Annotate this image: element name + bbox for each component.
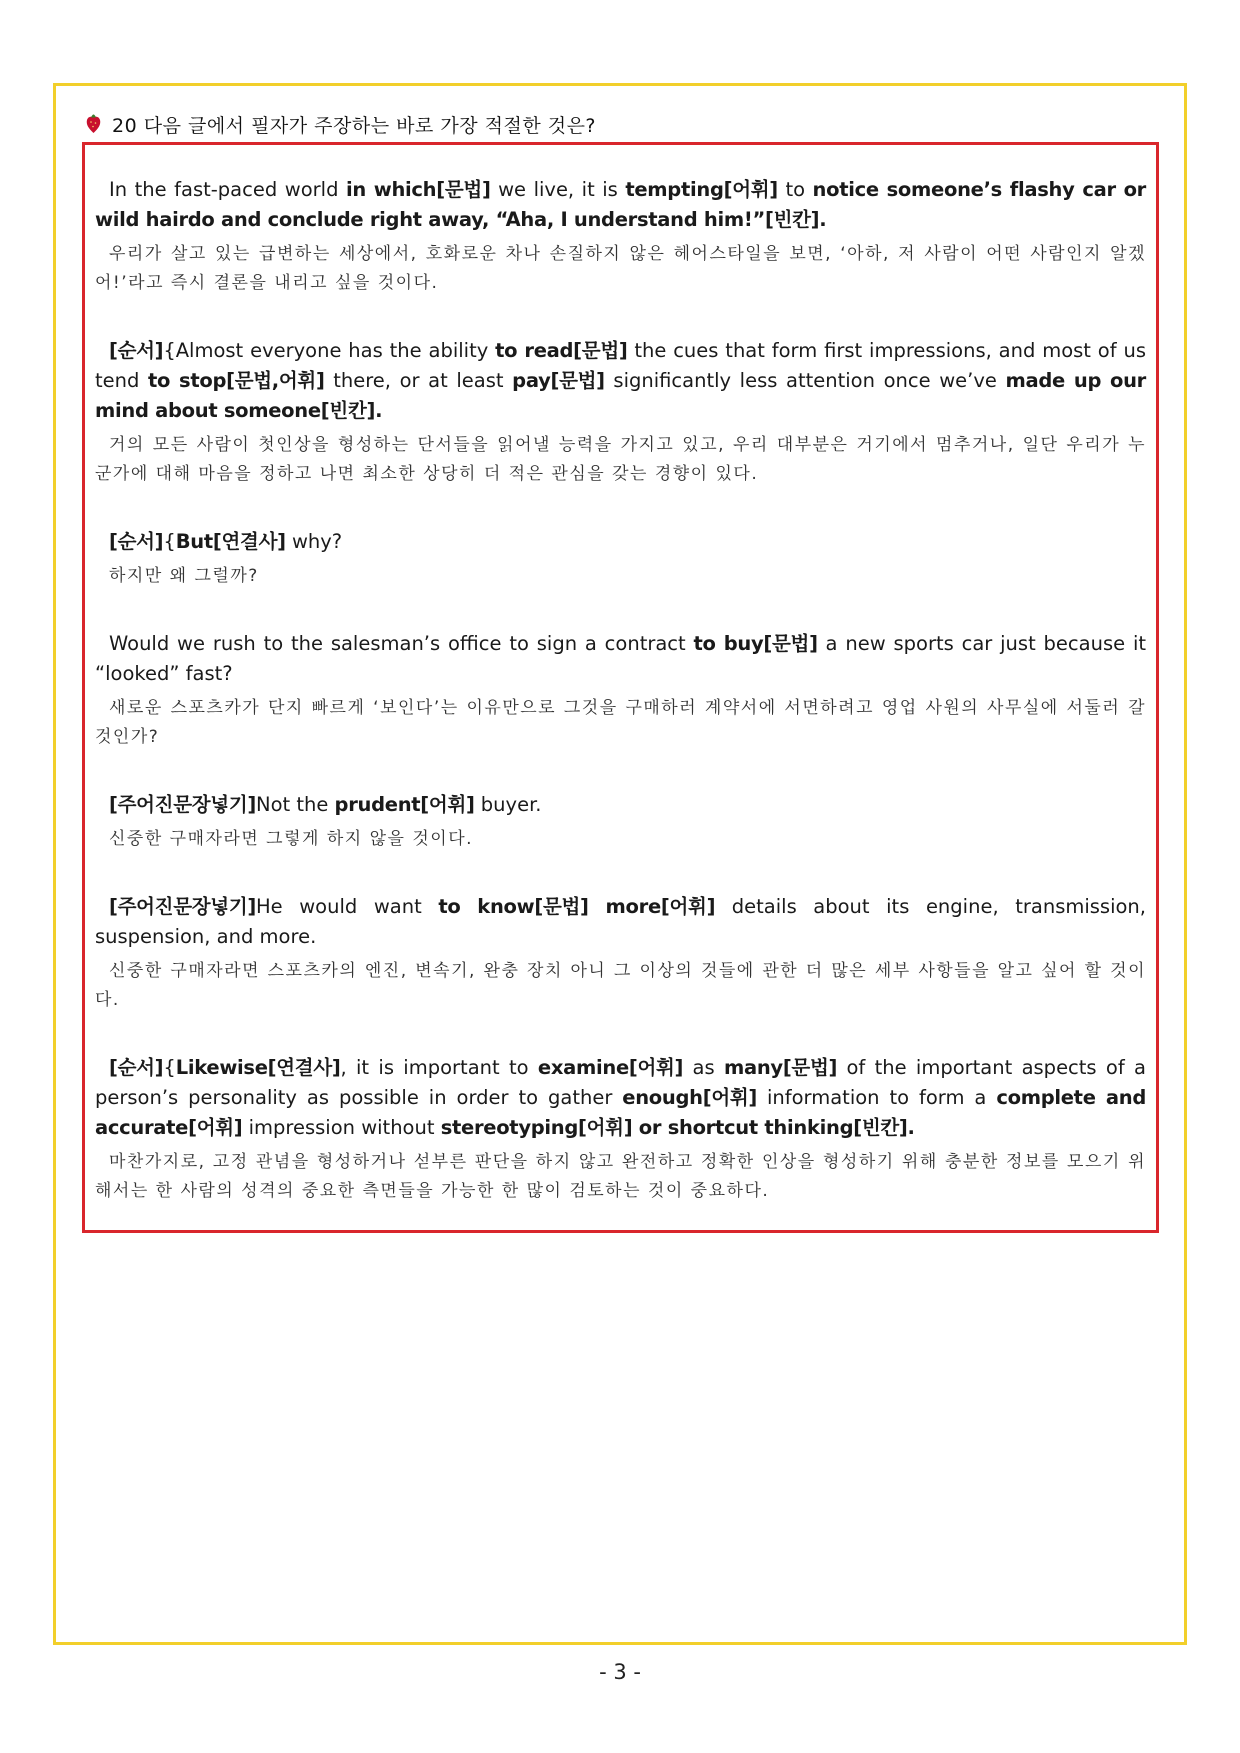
korean-translation: 우리가 살고 있는 급변하는 세상에서, 호화로운 차나 손질하지 않은 헤어스타일을 보면, ‘아하, 저 사람이 어떤 사람인지 알겠어!’라고 즉시 결론을 내리고 싶을 것이다. bbox=[95, 244, 1146, 293]
sentence-text: the cues that form first impressions, and most of us tend bbox=[95, 339, 1146, 392]
sentence-text: there, or at least bbox=[324, 369, 513, 392]
passage-block bbox=[95, 790, 1146, 854]
highlighted-phrase: to stop[문법,어휘] bbox=[148, 369, 325, 392]
sentence-text: details about its engine, transmission, suspension, and more. bbox=[95, 895, 1146, 948]
highlighted-phrase: [주어진문장넣기] bbox=[109, 793, 256, 816]
highlighted-phrase: Likewise[연결사] bbox=[175, 1056, 341, 1079]
question-title: 20 다음 글에서 필자가 주장하는 바로 가장 적절한 것은? bbox=[112, 114, 597, 137]
sentence-text: { bbox=[163, 1056, 176, 1079]
english-sentence bbox=[95, 527, 1146, 557]
highlighted-phrase: tempting[어휘] bbox=[625, 178, 778, 201]
sentence-text: impression without bbox=[242, 1116, 441, 1139]
highlighted-phrase: [순서] bbox=[109, 530, 164, 553]
highlighted-phrase: to buy[문법] bbox=[693, 632, 818, 655]
korean-translation: 거의 모든 사람이 첫인상을 형성하는 단서들을 읽어낼 능력을 가지고 있고, 우리 대부분은 거기에서 멈추거나, 일단 우리가 누군가에 대해 마음을 정하고 나면 최소한 상당히 더 적은 관심을 갖는 경향이 있다. bbox=[95, 435, 1146, 484]
sentence-text: { bbox=[163, 530, 176, 553]
sentence-text: to bbox=[777, 178, 813, 201]
highlighted-phrase: But[연결사] bbox=[175, 530, 286, 553]
korean-translation: 새로운 스포츠카가 단지 빠르게 ‘보인다’는 이유만으로 그것을 구매하러 계약서에 서면하려고 영업 사원의 사무실에 서둘러 갈 것인가? bbox=[95, 698, 1146, 747]
passage-block bbox=[95, 527, 1146, 591]
sentence-text: of the important aspects of a person’s personality as possible in order to gather bbox=[95, 1056, 1146, 1109]
sentence-text: He would want bbox=[255, 895, 439, 918]
passage-block bbox=[95, 336, 1146, 489]
sentence-text: , it is important to bbox=[340, 1056, 538, 1079]
highlighted-phrase: [주어진문장넣기] bbox=[109, 895, 256, 918]
sentence-text: we live, it is bbox=[490, 178, 626, 201]
highlighted-phrase: to know[문법] more[어휘] bbox=[438, 895, 716, 918]
korean-translation: 신중한 구매자라면 스포츠카의 엔진, 변속기, 완충 장치 아니 그 이상의 것들에 관한 더 많은 세부 사항들을 알고 싶어 할 것이다. bbox=[95, 961, 1146, 1010]
highlighted-phrase: complete and accurate[어휘] bbox=[95, 1086, 1146, 1139]
passage-block bbox=[95, 175, 1146, 298]
sentence-text: why? bbox=[285, 530, 343, 553]
korean-translation: 신중한 구매자라면 그렇게 하지 않을 것이다. bbox=[109, 829, 474, 849]
english-sentence bbox=[95, 629, 1146, 689]
question-header bbox=[85, 109, 596, 139]
sentence-text: In the fast-paced world bbox=[109, 178, 346, 201]
highlighted-phrase: stereotyping[어휘] or shortcut thinking[빈칸]. bbox=[440, 1116, 915, 1139]
english-sentence bbox=[95, 336, 1146, 426]
english-sentence bbox=[95, 175, 1146, 235]
highlighted-phrase: examine[어휘] bbox=[537, 1056, 684, 1079]
highlighted-phrase: many[문법] bbox=[723, 1056, 838, 1079]
sentence-text: a new sports car just because it “looked” fast? bbox=[95, 632, 1147, 685]
highlighted-phrase: in which[문법] bbox=[345, 178, 491, 201]
sentence-text: information to form a bbox=[757, 1086, 997, 1109]
passage-block bbox=[95, 629, 1146, 752]
sentence-text: buyer. bbox=[474, 793, 542, 816]
highlighted-phrase: to read[문법] bbox=[495, 339, 628, 362]
passage-block bbox=[95, 892, 1146, 1015]
page-number: - 3 - bbox=[599, 1660, 641, 1684]
highlighted-phrase: [순서] bbox=[109, 1056, 164, 1079]
sentence-text: significantly less attention once we’ve bbox=[604, 369, 1006, 392]
sentence-text: {Almost everyone has the ability bbox=[163, 339, 496, 362]
sentence-text: as bbox=[683, 1056, 724, 1079]
english-sentence bbox=[95, 790, 1146, 820]
english-sentence bbox=[95, 1053, 1146, 1143]
highlighted-phrase: prudent[어휘] bbox=[334, 793, 475, 816]
red-strawberry-bullet-icon bbox=[85, 114, 102, 134]
korean-translation: 하지만 왜 그럴까? bbox=[109, 566, 259, 586]
sentence-text: Not the bbox=[255, 793, 335, 816]
highlighted-phrase: pay[문법] bbox=[512, 369, 605, 392]
sentence-text: Would we rush to the salesman’s office to sign a contract bbox=[109, 632, 694, 655]
english-sentence bbox=[95, 892, 1146, 952]
highlighted-phrase: [순서] bbox=[109, 339, 164, 362]
korean-translation: 마찬가지로, 고정 관념을 형성하거나 섣부른 판단을 하지 않고 완전하고 정확한 인상을 형성하기 위해 충분한 정보를 모으기 위해서는 한 사람의 성격의 중요한 측면들을 가능한 한 많이 검토하는 것이 중요하다. bbox=[95, 1152, 1146, 1201]
highlighted-phrase: enough[어휘] bbox=[622, 1086, 758, 1109]
highlighted-phrase: notice someone’s flashy car or wild hairdo and conclude right away, “Aha, I understand him!”[빈칸]. bbox=[95, 178, 1146, 231]
passage-block bbox=[95, 1053, 1146, 1206]
passage-box bbox=[82, 142, 1159, 1233]
highlighted-phrase: made up our mind about someone[빈칸]. bbox=[95, 369, 1147, 422]
